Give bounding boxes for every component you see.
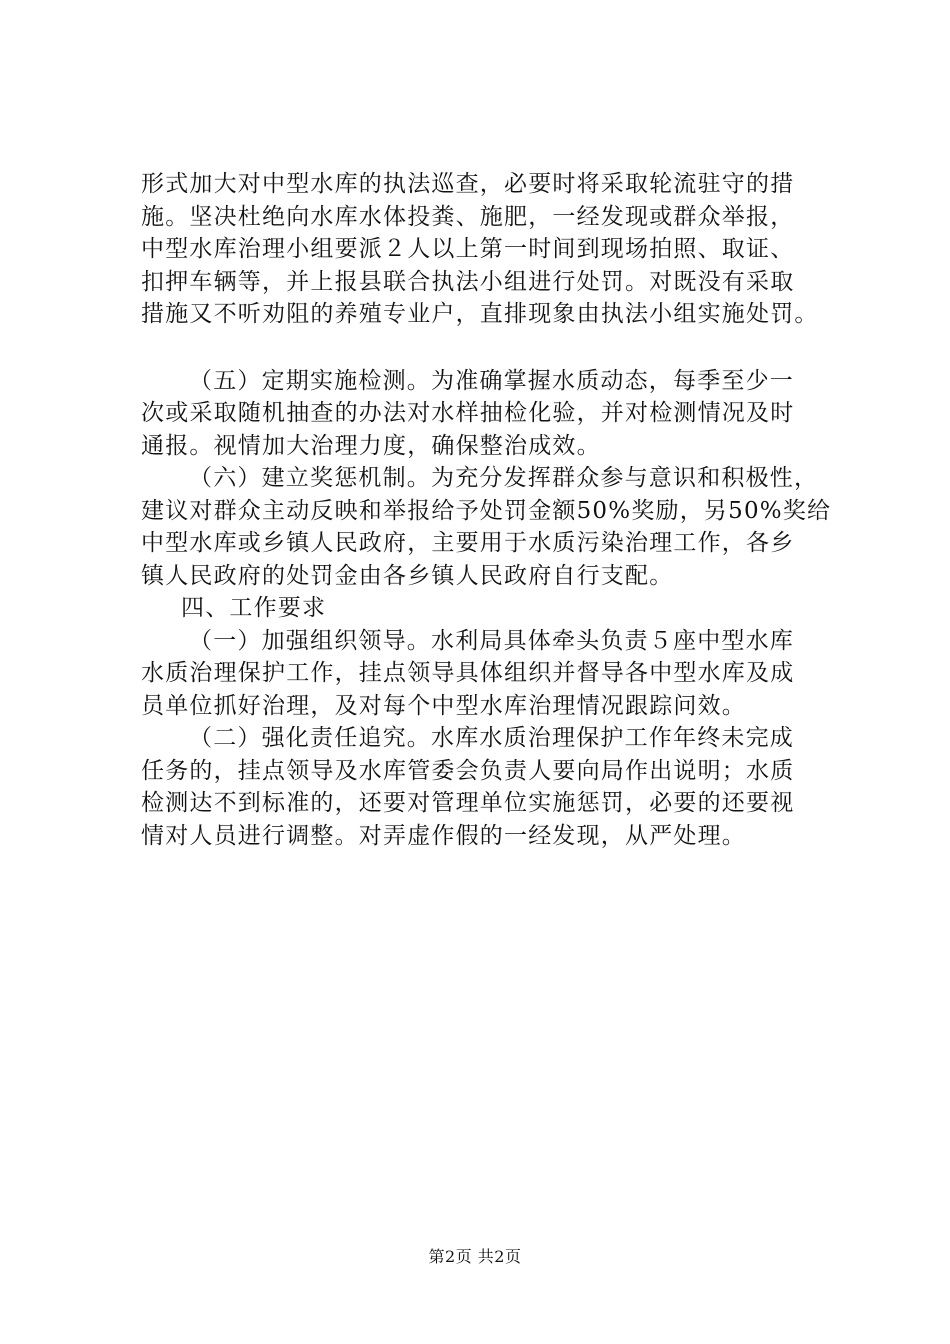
text-line: 检测达不到标准的，还要对管理单位实施惩罚，必要的还要视 (141, 790, 795, 816)
text-line: （一）加强组织领导。水利局具体牵头负责５座中型水库 (189, 627, 794, 654)
text-line: 施。坚决杜绝向水库水体投粪、施肥，一经发现或群众举报， (141, 203, 795, 230)
document-body (141, 168, 851, 852)
text-line: 镇人民政府的处罚金由各乡镇人民政府自行支配。 (141, 562, 674, 589)
paragraph-gap (141, 331, 851, 365)
text-line: 中型水库治理小组要派２人以上第一时间到现场拍照、取证、 (141, 236, 795, 262)
text-line: （六）建立奖惩机制。为充分发挥群众参与意识和积极性， (189, 465, 819, 491)
text-line: 建议对群众主动反映和举报给予处罚金额50%奖励，另50%奖给 (141, 497, 832, 524)
text-line: 扣押车辆等，并上报县联合执法小组进行处罚。对既没有采取 (141, 268, 795, 295)
text-line: 措施又不听劝阻的养殖专业户，直排现象由执法小组实施处罚。 (141, 301, 819, 327)
text-line: （二）强化责任追究。水库水质治理保护工作年终未完成 (189, 725, 794, 751)
text-line: 情对人员进行调整。对弄虚作假的一经发现，从严处理。 (141, 822, 746, 849)
section-heading: 四、工作要求 (181, 595, 327, 621)
page-number-footer: 第2页 共2页 (428, 1247, 522, 1266)
text-line: 任务的，挂点领导及水库管委会负责人要向局作出说明；水质 (141, 757, 795, 784)
text-line: 员单位抓好治理，及对每个中型水库治理情况跟踪问效。 (141, 692, 746, 719)
text-line: 形式加大对中型水库的执法巡查，必要时将采取轮流驻守的措 (141, 171, 795, 197)
text-line: 次或采取随机抽查的办法对水样抽检化验，并对检测情况及时 (141, 400, 795, 426)
text-line: 水质治理保护工作，挂点领导具体组织并督导各中型水库及成 (141, 660, 795, 686)
text-line: 通报。视情加大治理力度，确保整治成效。 (141, 432, 601, 459)
text-line: （五）定期实施检测。为准确掌握水质动态，每季至少一 (189, 367, 794, 394)
text-line: 中型水库或乡镇人民政府，主要用于水质污染治理工作，各乡 (141, 530, 795, 556)
